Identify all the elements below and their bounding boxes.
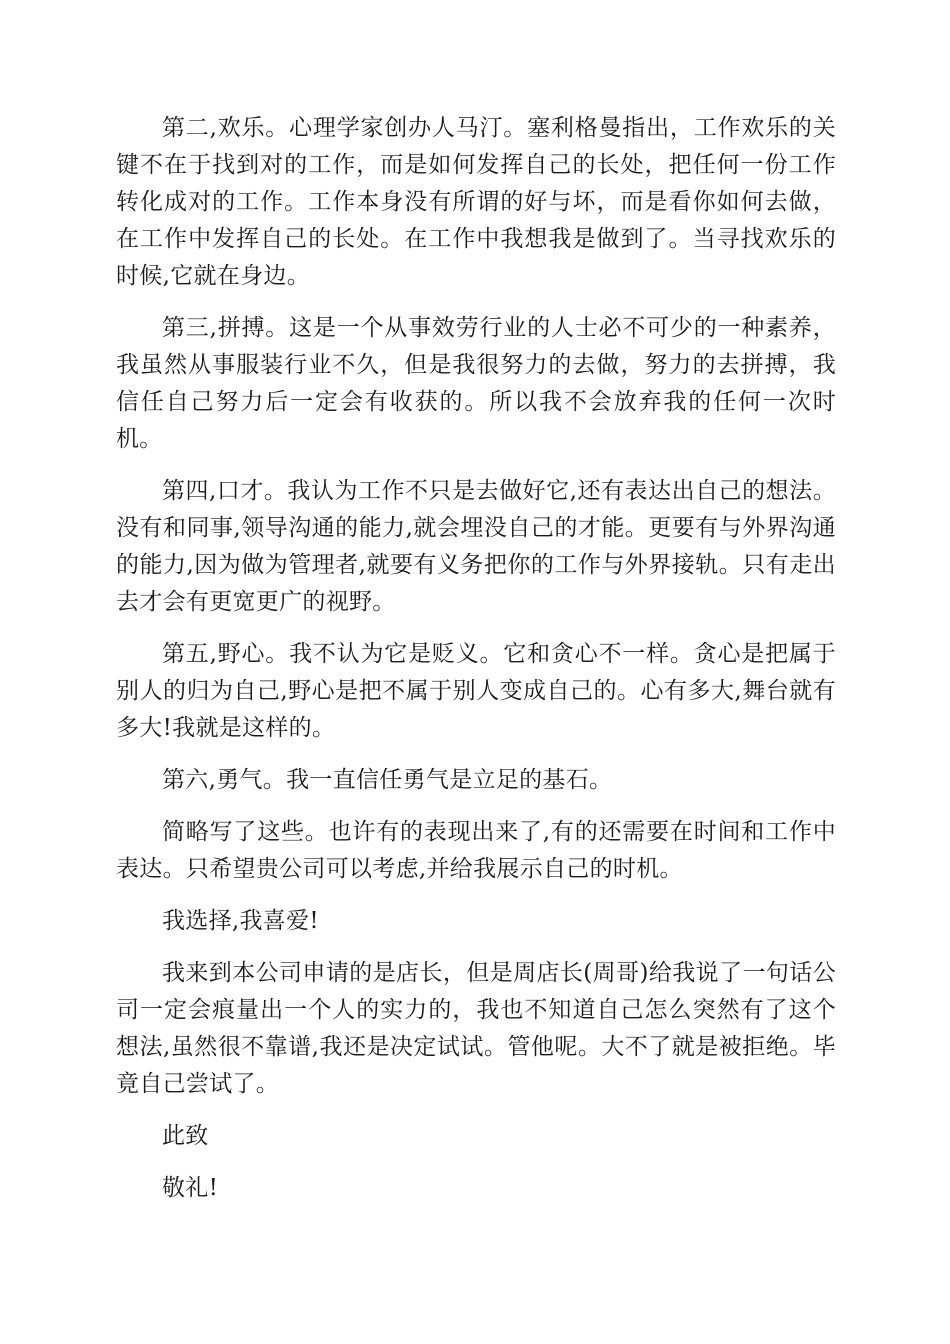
paragraph-fourth-eloquence: 第四,口才。我认为工作不只是去做好它,还有表达出自己的想法。没有和同事,领导沟通的能力,就会埋没自己的才能。更要有与外界沟通的能力,因为做为管理者,就要有义务把你的工作与外界接轨。只有走出去才会有更宽更广的视野。 <box>116 478 836 615</box>
paragraph-summary: 简略写了这些。也许有的表现出来了,有的还需要在时间和工作中表达。只希望贵公司可以考虑,并给我展示自己的时机。 <box>116 819 836 882</box>
paragraph-fifth-ambition: 第五,野心。我不认为它是贬义。它和贪心不一样。贪心是把属于别人的归为自己,野心是把不属于别人变成自己的。心有多大,舞台就有多大!我就是这样的。 <box>116 641 836 741</box>
paragraph-second-joy: 第二,欢乐。心理学家创办人马汀。塞利格曼指出，工作欢乐的关键不在于找到对的工作，而是如何发挥自己的长处，把任何一份工作转化成对的工作。工作本身没有所谓的好与坏，而是看你如何去做，在工作中发挥自己的长处。在工作中我想我是做到了。当寻找欢乐的时候,它就在身边。 <box>116 115 836 289</box>
closing-regards: 敬礼! <box>162 1175 219 1201</box>
document-body <box>116 110 836 1222</box>
closing-salutation: 此致 <box>162 1123 209 1149</box>
paragraph-sixth-courage: 第六,勇气。我一直信任勇气是立足的基石。 <box>162 767 613 793</box>
paragraph-motto: 我选择,我喜爱! <box>162 908 319 934</box>
paragraph-application: 我来到本公司申请的是店长，但是周店长(周哥)给我说了一句话公司一定会痕量出一个人的实力的，我也不知道自己怎么突然有了这个想法,虽然很不靠谱,我还是决定试试。管他呢。大不了就是被拒绝。毕竟自己尝试了。 <box>116 960 836 1097</box>
paragraph-third-striving: 第三,拼搏。这是一个从事效劳行业的人士必不可少的一种素养，我虽然从事服装行业不久，但是我很努力的去做，努力的去拼搏，我信任自己努力后一定会有收获的。所以我不会放弃我的任何一次时机。 <box>116 315 836 452</box>
